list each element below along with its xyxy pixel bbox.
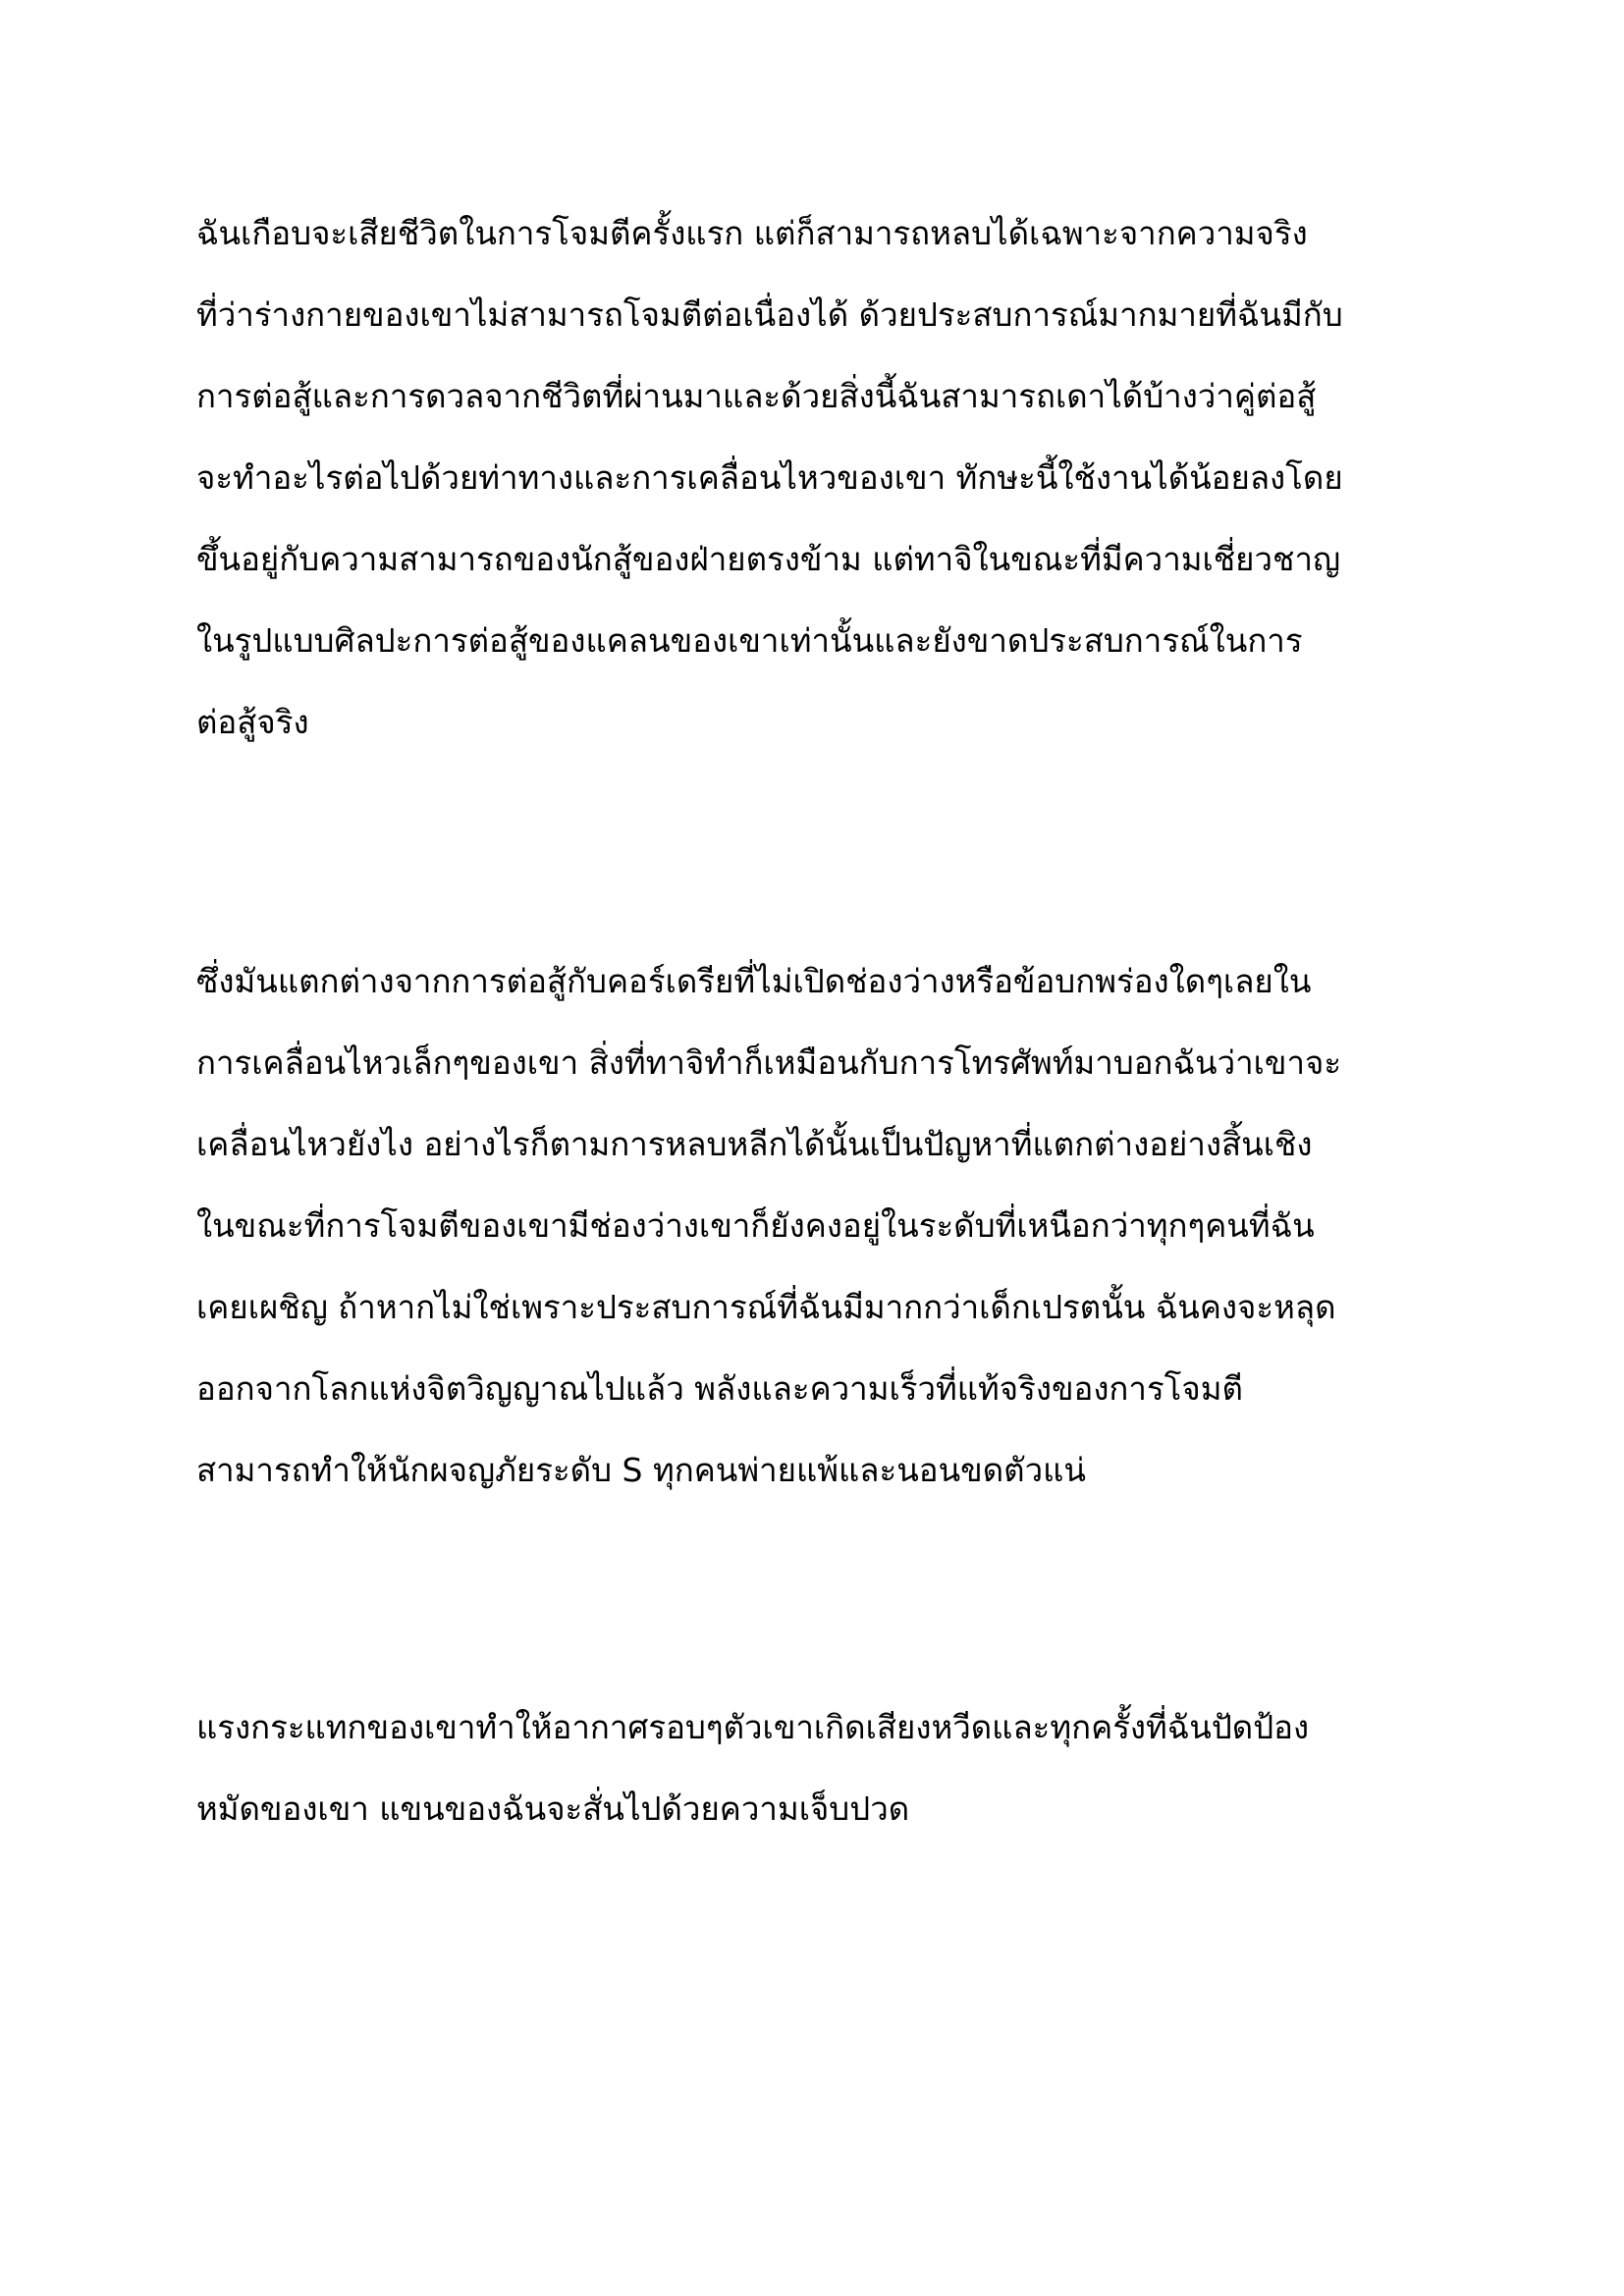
paragraph-3 (196, 1686, 1463, 1849)
text-line: ในรูปแบบศิลปะการต่อสู้ของแคลนของเขาเท่านั้นและยังขาดประสบการณ์ในการ (196, 621, 1303, 660)
paragraph-1 (196, 192, 1463, 763)
text-line: การเคลื่อนไหวเล็กๆของเขา สิ่งที่ทาจิทำก็เหมือนกับการโทรศัพท์มาบอกฉันว่าเขาจะ (196, 1043, 1342, 1082)
text-line: สามารถทำให้นักผจญภัยระดับ S ทุกคนพ่ายแพ้และนอนขดตัวแน่ (196, 1451, 1086, 1489)
text-line: ขึ้นอยู่กับความสามารถของนักสู้ของฝ่ายตรงข้าม แต่ทาจิในขณะที่มีความเชี่ยวชาญ (196, 540, 1341, 578)
text-line: จะทำอะไรต่อไปด้วยท่าทางและการเคลื่อนไหวของเขา ทักษะนี้ใช้งานได้น้อยลงโดย (196, 458, 1343, 497)
text-line: ที่ว่าร่างกายของเขาไม่สามารถโจมตีต่อเนื่องได้ ด้วยประสบการณ์มากมายที่ฉันมีกับ (196, 295, 1343, 334)
text-line: เคลื่อนไหวยังไง อย่างไรก็ตามการหลบหลีกได้นั้นเป็นปัญหาที่แตกต่างอย่างสิ้นเชิง (196, 1125, 1313, 1163)
paragraph-2 (196, 940, 1463, 1511)
text-line: เคยเผชิญ ถ้าหากไม่ใช่เพราะประสบการณ์ที่ฉันมีมากกว่าเด็กเปรตนั้น ฉันคงจะหลุด (196, 1288, 1336, 1326)
text-line: ในขณะที่การโจมตีของเขามีช่องว่างเขาก็ยังคงอยู่ในระดับที่เหนือกว่าทุกๆคนที่ฉัน (196, 1206, 1315, 1245)
text-line: แรงกระแทกของเขาทำให้อากาศรอบๆตัวเขาเกิดเสียงหวีดและทุกครั้งที่ฉันปัดป้อง (196, 1708, 1310, 1746)
text-line: ต่อสู้จริง (196, 703, 309, 741)
text-line: การต่อสู้และการดวลจากชีวิตที่ผ่านมาและด้วยสิ่งนี้ฉันสามารถเดาได้บ้างว่าคู่ต่อสู้ (196, 377, 1317, 415)
text-line: ฉันเกือบจะเสียชีวิตในการโจมตีครั้งแรก แต่ก็สามารถหลบได้เฉพาะจากความจริง (196, 214, 1308, 252)
text-line: หมัดของเขา แขนของฉันจะสั่นไปด้วยความเจ็บปวด (196, 1789, 910, 1828)
text-line: ซึ่งมันแตกต่างจากการต่อสู้กับคอร์เดรียที่ไม่เปิดช่องว่างหรือข้อบกพร่องใดๆเลยใน (196, 962, 1312, 1000)
text-line: ออกจากโลกแห่งจิตวิญญาณไปแล้ว พลังและความเร็วที่แท้จริงของการโจมตี (196, 1369, 1243, 1408)
